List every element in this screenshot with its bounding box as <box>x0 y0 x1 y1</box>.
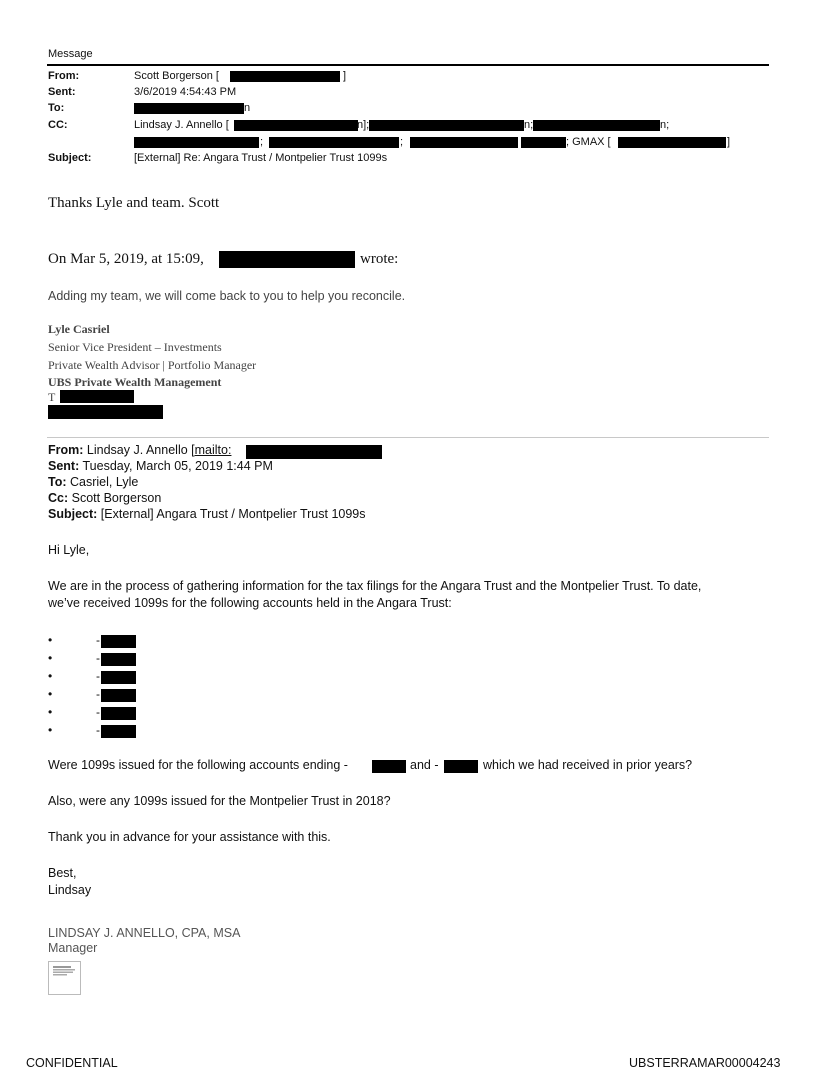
bullet-item: - <box>96 687 100 701</box>
bullet-item: - <box>96 651 100 665</box>
footer-confidential: CONFIDENTIAL <box>26 1056 118 1070</box>
logo-thumbnail-icon <box>49 962 80 994</box>
cc-sep: ; <box>400 136 404 148</box>
cc-label: CC: <box>48 119 68 131</box>
cc-gmax: ; GMAX [ <box>566 136 611 148</box>
signature-title: Manager <box>48 941 98 955</box>
orig-from-value: Lindsay J. Annello [ <box>86 443 195 457</box>
redaction-box <box>134 137 259 148</box>
redaction-box <box>618 137 726 148</box>
sent-label: Sent: <box>48 86 76 98</box>
cc-sep: n; <box>524 119 534 131</box>
question-suffix: which we had received in prior years? <box>483 758 693 772</box>
bullet-symbol: • <box>48 705 53 719</box>
mailto-link[interactable]: mailto: <box>194 443 232 457</box>
bullet-item: - <box>96 669 100 683</box>
from-value: Scott Borgerson [ <box>134 70 219 82</box>
bullet-symbol: • <box>48 687 53 701</box>
quote-wrote: wrote: <box>360 251 399 267</box>
orig-sent <box>48 459 273 473</box>
redaction-box <box>369 120 524 131</box>
orig-sent-value: Tuesday, March 05, 2019 1:44 PM <box>82 459 273 473</box>
redaction-box <box>372 760 406 773</box>
redaction-box <box>101 707 136 720</box>
quoted-body: Adding my team, we will come back to you to help you reconcile. <box>48 289 406 303</box>
redaction-box <box>444 760 478 773</box>
redaction-box <box>410 137 518 148</box>
question-mid: and - <box>410 758 439 772</box>
bullet-symbol: • <box>48 633 53 647</box>
footer-bates-number: UBSTERRAMAR00004243 <box>629 1056 781 1070</box>
redaction-box <box>521 137 566 148</box>
message-section-label: Message <box>48 48 93 60</box>
divider <box>47 437 769 438</box>
redaction-box <box>60 390 134 403</box>
signature-company: UBS Private Wealth Management <box>48 375 222 389</box>
signature-phone-prefix: T <box>48 390 56 404</box>
signature-name: LINDSAY J. ANNELLO, CPA, MSA <box>48 926 241 940</box>
paragraph-line: we’ve received 1099s for the following accounts held in the Angara Trust: <box>48 596 452 610</box>
redaction-box <box>533 120 660 131</box>
orig-subject <box>48 507 366 521</box>
header-rule <box>47 64 769 66</box>
redaction-box <box>134 103 244 114</box>
signature-title: Senior Vice President – Investments <box>48 340 222 354</box>
cc-sep: n; <box>660 119 670 131</box>
to-label: To: <box>48 102 65 114</box>
quote-attribution: On Mar 5, 2019, at 15:09, <box>48 251 204 267</box>
redaction-box <box>101 725 136 738</box>
orig-cc-value: Scott Borgerson <box>71 491 162 505</box>
sent-value: 3/6/2019 4:54:43 PM <box>134 86 237 98</box>
bullet-item: - <box>96 723 100 737</box>
orig-cc-label: Cc: <box>48 491 69 505</box>
cc-sep: ; <box>260 136 264 148</box>
bullet-item: - <box>96 705 100 719</box>
orig-to-value: Casriel, Lyle <box>70 475 139 489</box>
greeting: Hi Lyle, <box>48 543 90 557</box>
orig-sent-label: Sent: <box>48 459 80 473</box>
bullet-item: - <box>96 633 100 647</box>
orig-to-label: To: <box>48 475 67 489</box>
orig-subject-value: [External] Angara Trust / Montpelier Trust 1099s <box>100 507 366 521</box>
redaction-box <box>48 405 163 419</box>
redaction-box <box>101 635 136 648</box>
signature-name: Lyle Casriel <box>48 322 110 336</box>
bullet-symbol: • <box>48 651 53 665</box>
redaction-box <box>230 71 340 82</box>
redaction-box <box>101 689 136 702</box>
orig-cc <box>48 491 161 505</box>
thanks-line: Thank you in advance for your assistance with this. <box>48 830 331 844</box>
redaction-box <box>234 120 358 131</box>
cc-close: ] <box>727 136 731 148</box>
bullet-symbol: • <box>48 723 53 737</box>
cc-value: Lindsay J. Annello [ <box>134 119 229 131</box>
from-label: From: <box>48 70 80 82</box>
from-close: ] <box>343 70 347 82</box>
question-2: Also, were any 1099s issued for the Montpelier Trust in 2018? <box>48 794 391 808</box>
paragraph-line: We are in the process of gathering information for the tax filings for the Angara Trust and the Montpelier Trust. To date, <box>48 579 702 593</box>
signature-logo-image <box>48 961 81 995</box>
redaction-box <box>246 445 382 459</box>
redaction-box <box>219 251 355 268</box>
question-prefix: Were 1099s issued for the following accounts ending - <box>48 758 348 772</box>
closing: Best, <box>48 866 77 880</box>
orig-to <box>48 475 138 489</box>
cc-sep: n]; <box>357 119 370 131</box>
signature-title: Private Wealth Advisor | Portfolio Manager <box>48 358 257 372</box>
redaction-box <box>101 653 136 666</box>
orig-from <box>48 443 231 457</box>
orig-subject-label: Subject: <box>48 507 98 521</box>
bullet-symbol: • <box>48 669 53 683</box>
reply-body: Thanks Lyle and team. Scott <box>48 195 220 211</box>
redaction-box <box>269 137 399 148</box>
to-tail: n <box>244 102 251 114</box>
redaction-box <box>101 671 136 684</box>
closing-name: Lindsay <box>48 883 92 897</box>
orig-from-label: From: <box>48 443 84 457</box>
subject-label: Subject: <box>48 152 92 164</box>
subject-value: [External] Re: Angara Trust / Montpelier Trust 1099s <box>134 152 388 164</box>
